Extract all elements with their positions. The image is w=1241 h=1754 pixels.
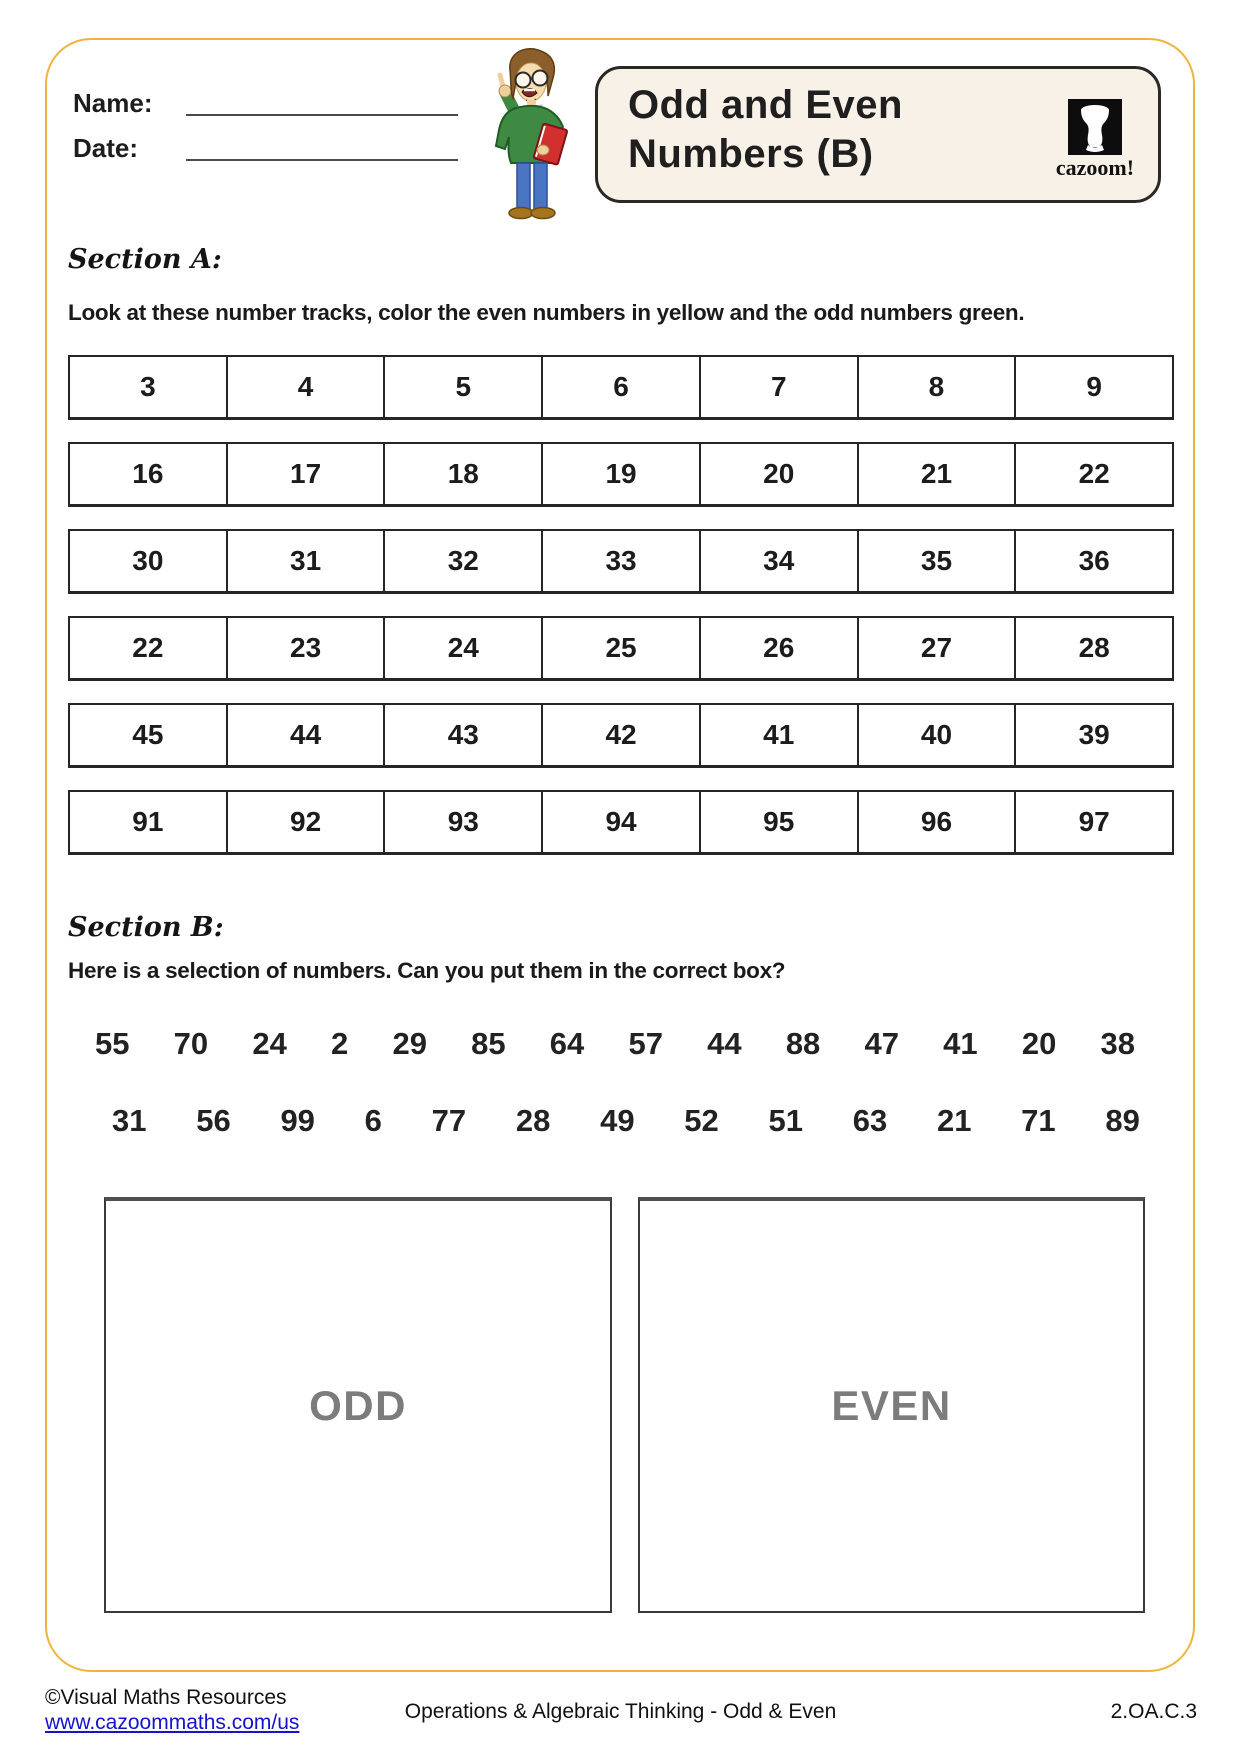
selection-number: 41 [943,1026,978,1061]
track-cell[interactable]: 96 [857,792,1015,852]
track-cell[interactable]: 23 [226,618,384,678]
selection-number: 47 [864,1026,899,1061]
section-b-instruction: Here is a selection of numbers. Can you put them in the correct box? [68,958,786,983]
selection-number: 64 [549,1026,585,1061]
track-cell[interactable]: 16 [132,458,164,489]
track-cell[interactable]: 26 [699,618,857,678]
number-track [68,703,1174,768]
name-label: Name: [73,88,153,118]
selection-number: 70 [173,1026,209,1061]
selection-number: 6 [364,1103,382,1138]
selection-number: 51 [768,1103,803,1138]
track-cell[interactable]: 25 [541,618,699,678]
section-a-instruction: Look at these number tracks, color the even numbers in yellow and the odd numbers green. [68,300,1025,325]
drum-icon [1068,99,1122,155]
track-cell[interactable]: 7 [699,357,857,417]
name-input-line[interactable] [186,114,458,116]
track-cell[interactable]: 35 [857,531,1015,591]
footer-standard-code: 2.OA.C.3 [1110,1700,1197,1723]
odd-box[interactable] [104,1197,612,1613]
selection-number: 71 [1021,1103,1056,1138]
track-cell[interactable]: 40 [857,705,1015,765]
number-track [68,355,1174,420]
selection-number: 63 [852,1103,888,1138]
selection-number: 38 [1100,1026,1135,1061]
track-cell[interactable]: 41 [699,705,857,765]
track-cell[interactable]: 33 [541,531,699,591]
selection-number: 20 [1021,1026,1057,1061]
track-cell[interactable]: 3 [140,371,156,402]
selection-number: 99 [280,1103,315,1138]
track-cell[interactable]: 24 [383,618,541,678]
track-cell[interactable]: 34 [699,531,857,591]
selection-number: 55 [95,1026,130,1061]
track-cell[interactable]: 6 [541,357,699,417]
track-cell[interactable]: 8 [857,357,1015,417]
selection-number: 31 [112,1103,147,1138]
footer-topic: Operations & Algebraic Thinking - Odd & Even [404,1700,837,1723]
odd-box-label: ODD [309,1382,407,1429]
number-track [68,790,1174,855]
date-label: Date: [73,133,139,163]
selection-number: 56 [196,1103,231,1138]
track-cell[interactable]: 22 [1014,444,1172,504]
track-cell[interactable]: 22 [132,632,164,663]
track-cell[interactable]: 95 [699,792,857,852]
selection-number: 52 [684,1103,719,1138]
number-track [68,529,1174,594]
track-cell[interactable]: 45 [132,719,164,750]
track-cell[interactable]: 44 [226,705,384,765]
track-cell[interactable]: 5 [383,357,541,417]
selection-number: 44 [707,1026,742,1061]
teacher-cartoon-illustration [486,44,578,226]
title-box [595,66,1161,203]
worksheet-title: Odd and Even Numbers (B) [628,83,903,176]
track-cell[interactable]: 21 [857,444,1015,504]
track-cell[interactable]: 42 [541,705,699,765]
track-cell[interactable]: 43 [383,705,541,765]
footer-website-link[interactable]: www.cazoommaths.com/us [45,1711,300,1734]
selection-number: 28 [515,1103,551,1138]
track-cell[interactable]: 19 [541,444,699,504]
track-cell[interactable]: 31 [226,531,384,591]
track-cell[interactable]: 27 [857,618,1015,678]
track-cell[interactable]: 39 [1014,705,1172,765]
selection-number: 49 [600,1103,635,1138]
track-cell[interactable]: 17 [226,444,384,504]
section-b-heading: Section B: [68,912,224,943]
track-cell[interactable]: 4 [226,357,384,417]
cazoom-logo-text: cazoom! [1055,155,1135,180]
number-track [68,616,1174,681]
track-cell[interactable]: 92 [226,792,384,852]
track-cell[interactable]: 91 [132,806,164,837]
track-cell[interactable]: 18 [383,444,541,504]
selection-number: 24 [252,1026,287,1061]
number-tracks [68,355,1174,855]
track-cell[interactable]: 93 [383,792,541,852]
selection-number: 77 [431,1103,467,1138]
track-cell[interactable]: 32 [383,531,541,591]
footer-copyright: ©Visual Maths Resources [45,1686,287,1709]
track-cell[interactable]: 30 [132,545,164,576]
track-cell[interactable]: 97 [1014,792,1172,852]
cazoom-logo [1052,99,1138,181]
selection-number: 85 [471,1026,506,1061]
track-cell[interactable]: 94 [541,792,699,852]
selection-number: 21 [936,1103,972,1138]
selection-number: 29 [392,1026,427,1061]
selection-numbers-row-1 [95,1026,1135,1062]
track-cell[interactable]: 20 [699,444,857,504]
selection-number: 2 [331,1026,349,1061]
number-track [68,442,1174,507]
track-cell[interactable]: 9 [1014,357,1172,417]
selection-number: 89 [1105,1103,1140,1138]
selection-number: 88 [785,1026,821,1061]
even-box-label: EVEN [831,1382,952,1429]
even-box[interactable] [638,1197,1145,1613]
track-cell[interactable]: 28 [1014,618,1172,678]
selection-numbers-row-2 [112,1103,1140,1139]
section-a-heading: Section A: [68,244,222,275]
date-input-line[interactable] [186,159,458,161]
track-cell[interactable]: 36 [1014,531,1172,591]
selection-number: 57 [628,1026,663,1061]
